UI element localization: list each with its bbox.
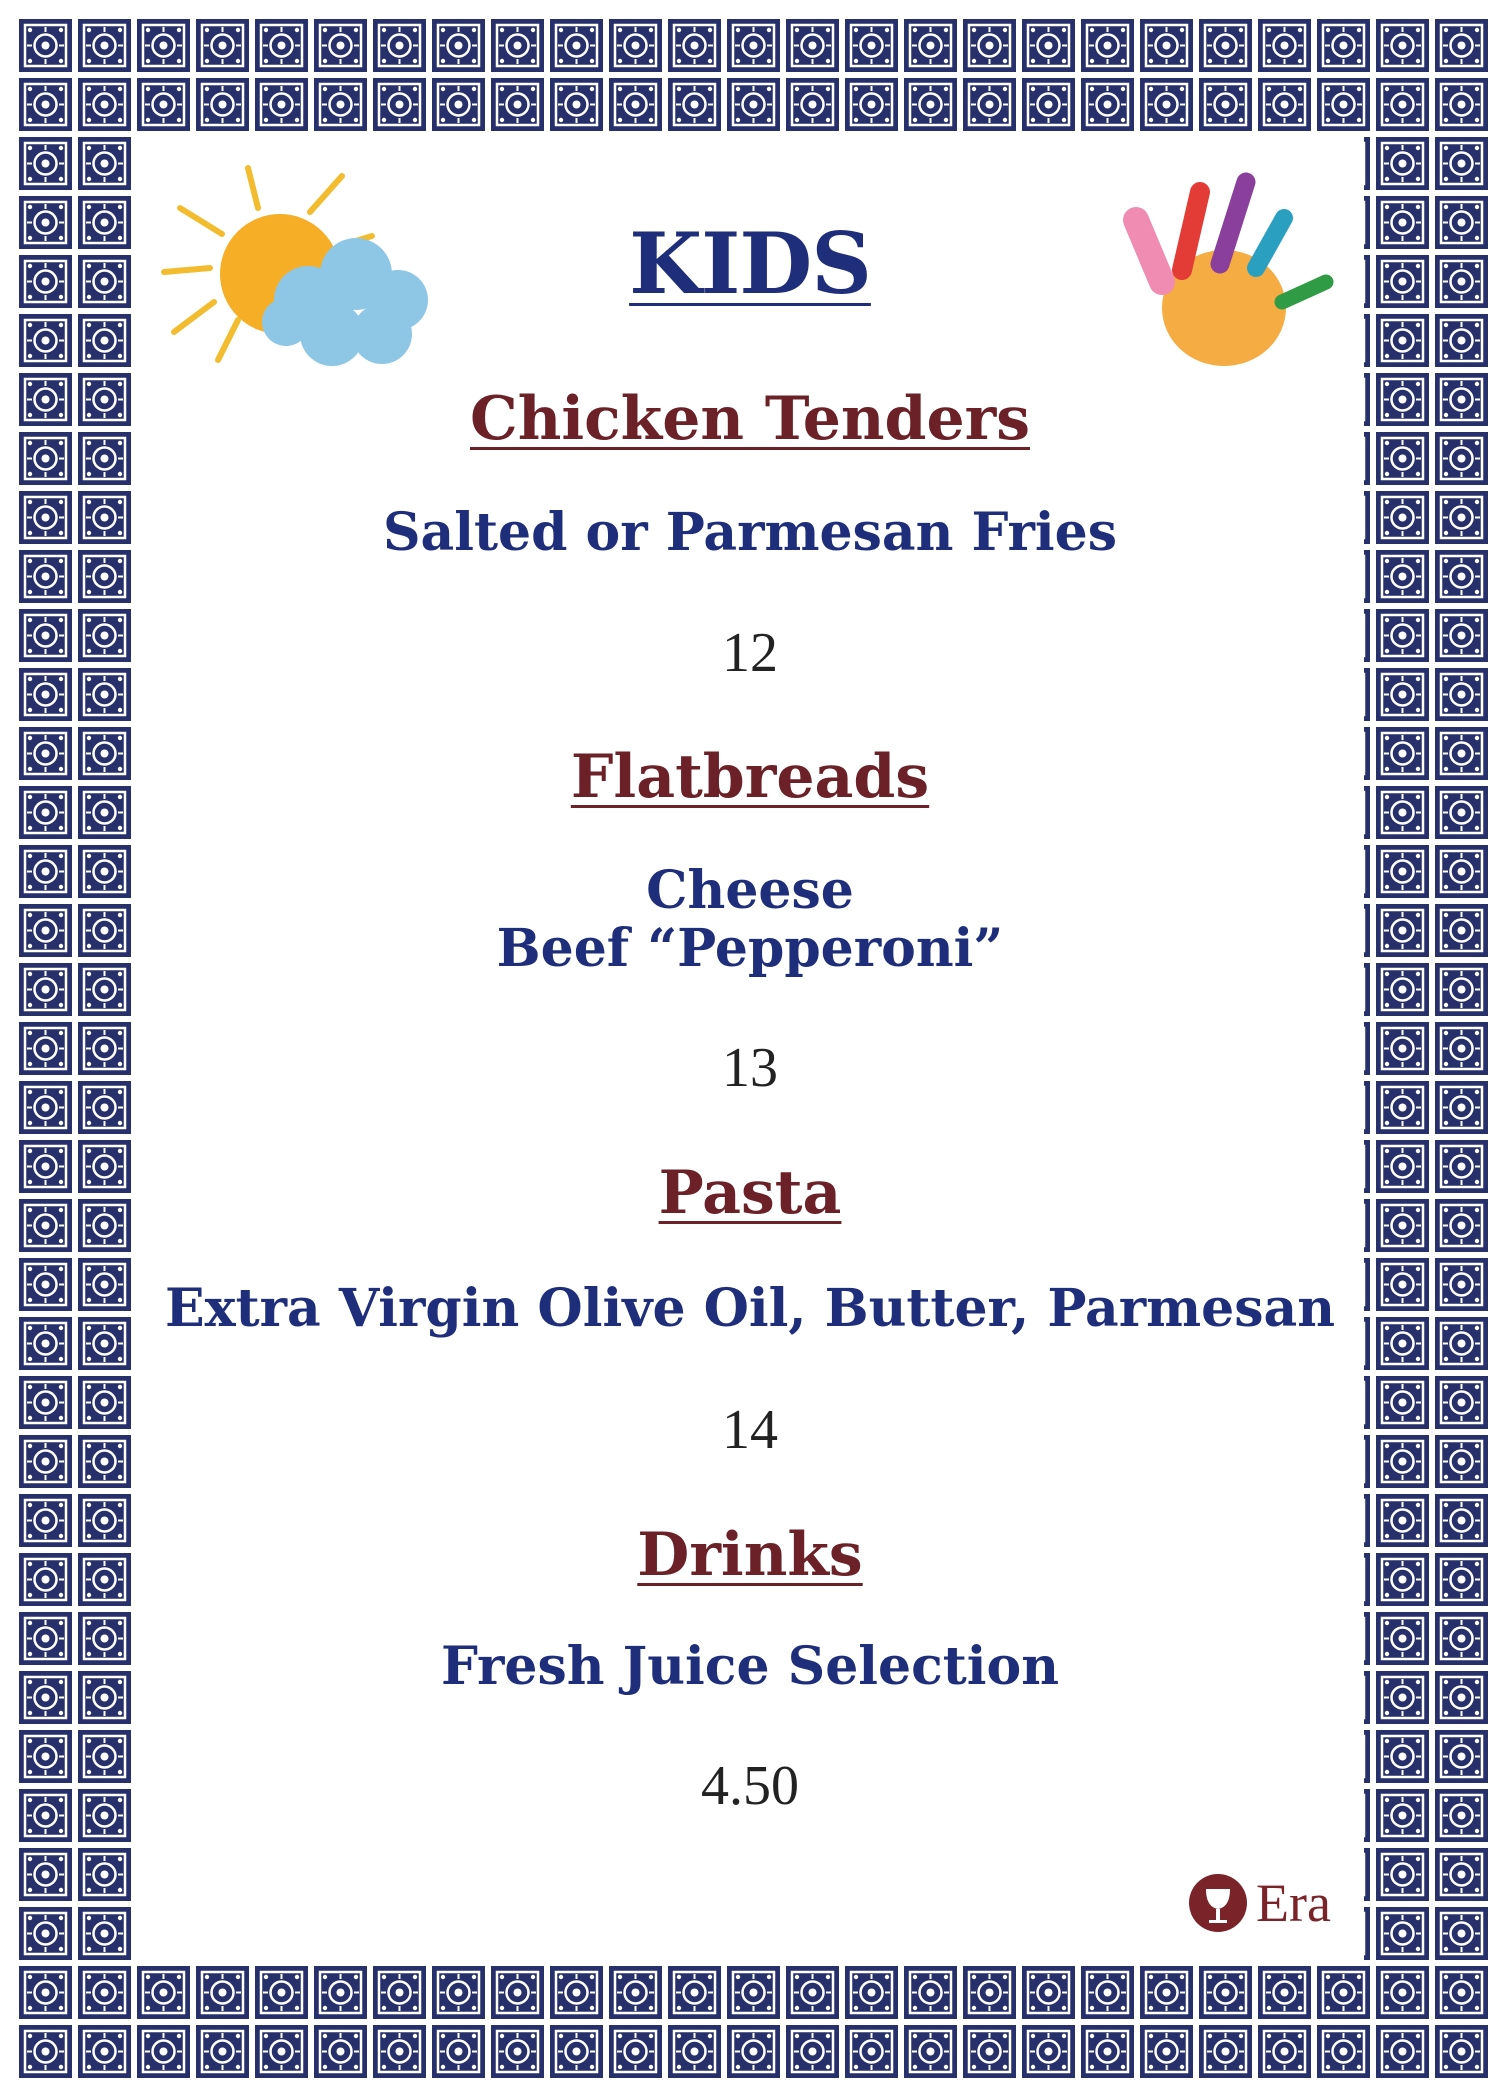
brand-logo: [1188, 1872, 1331, 1934]
section-heading-flatbreads: Flatbreads: [570, 742, 930, 812]
price: 13: [722, 1037, 778, 1099]
price: 12: [722, 622, 778, 684]
menu-item: Fresh Juice Selection: [440, 1636, 1060, 1697]
brand-name: Era: [1256, 1873, 1331, 1933]
wine-glass-icon: [1188, 1873, 1248, 1933]
menu-item: Beef “Pepperoni”: [496, 918, 1004, 979]
menu-item: Extra Virgin Olive Oil, Butter, Parmesan: [164, 1278, 1336, 1339]
menu-item: Cheese: [646, 860, 854, 921]
section-heading-drinks: Drinks: [637, 1520, 863, 1590]
page-title: KIDS: [629, 214, 871, 313]
section-heading-pasta: Pasta: [658, 1158, 842, 1228]
handprint-icon: [1116, 152, 1356, 382]
price: 14: [722, 1399, 778, 1461]
menu-content: [136, 136, 1364, 1964]
menu-item: Salted or Parmesan Fries: [382, 502, 1118, 563]
price: 4.50: [701, 1755, 799, 1817]
section-heading-chicken-tenders: Chicken Tenders: [469, 384, 1031, 454]
